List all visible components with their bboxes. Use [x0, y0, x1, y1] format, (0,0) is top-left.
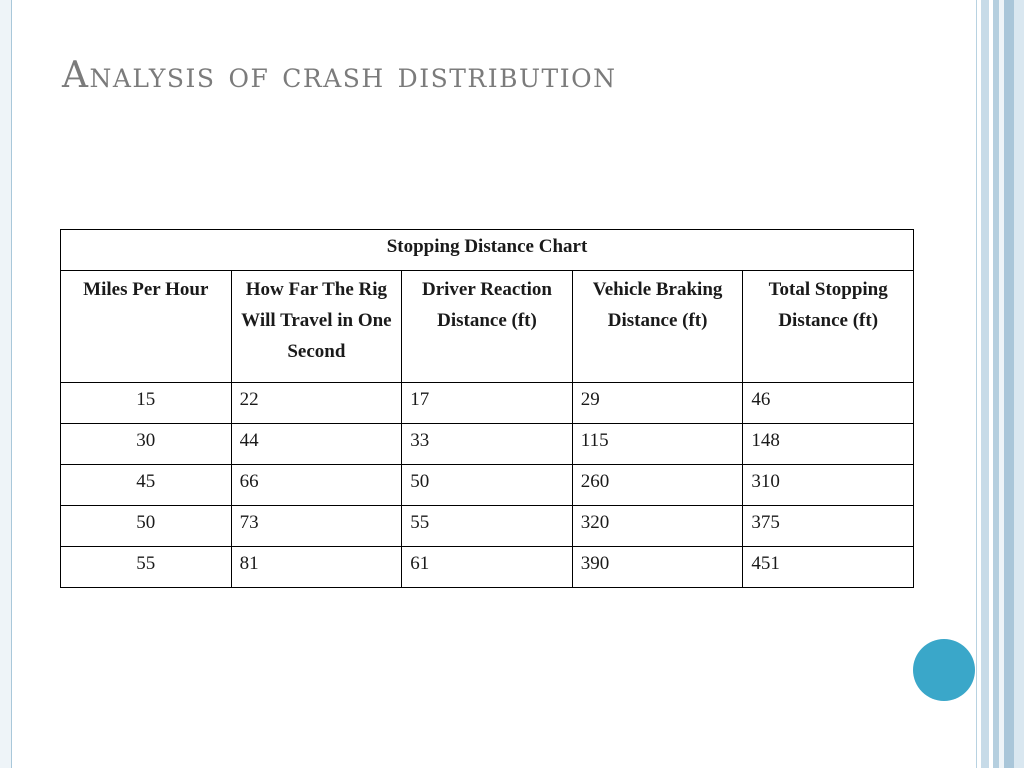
table-row	[61, 424, 914, 465]
table-cell: 29	[572, 383, 743, 424]
table-cell: 55	[61, 547, 232, 588]
table-cell: 44	[231, 424, 402, 465]
table-row	[61, 547, 914, 588]
table-cell: 260	[572, 465, 743, 506]
table-cell: 50	[402, 465, 573, 506]
table-row	[61, 506, 914, 547]
header-total-distance: Total Stopping Distance (ft)	[743, 271, 914, 383]
table-cell: 46	[743, 383, 914, 424]
table-cell: 45	[61, 465, 232, 506]
table-cell: 390	[572, 547, 743, 588]
table-cell: 310	[743, 465, 914, 506]
table-caption: Stopping Distance Chart	[61, 230, 914, 271]
header-mph: Miles Per Hour	[61, 271, 232, 383]
right-decor-bars	[976, 0, 1024, 768]
header-reaction-distance: Driver Reaction Distance (ft)	[402, 271, 573, 383]
left-decor-bar	[0, 0, 12, 768]
accent-circle	[913, 639, 975, 701]
table-cell: 73	[231, 506, 402, 547]
table-cell: 61	[402, 547, 573, 588]
table-cell: 375	[743, 506, 914, 547]
table-row	[61, 465, 914, 506]
table-header-row	[61, 271, 914, 383]
table-cell: 17	[402, 383, 573, 424]
table-cell: 66	[231, 465, 402, 506]
table-cell: 148	[743, 424, 914, 465]
table-cell: 30	[61, 424, 232, 465]
slide-title: Analysis of crash distribution	[62, 55, 617, 96]
table-cell: 55	[402, 506, 573, 547]
table-cell: 22	[231, 383, 402, 424]
stopping-distance-table	[60, 229, 914, 588]
table-cell: 33	[402, 424, 573, 465]
table-caption-row	[61, 230, 914, 271]
table-cell: 115	[572, 424, 743, 465]
table-cell: 50	[61, 506, 232, 547]
table-cell: 451	[743, 547, 914, 588]
table-cell: 320	[572, 506, 743, 547]
table-cell: 15	[61, 383, 232, 424]
table-row	[61, 383, 914, 424]
header-braking-distance: Vehicle Braking Distance (ft)	[572, 271, 743, 383]
table-cell: 81	[231, 547, 402, 588]
header-travel-one-second: How Far The Rig Will Travel in One Second	[231, 271, 402, 383]
